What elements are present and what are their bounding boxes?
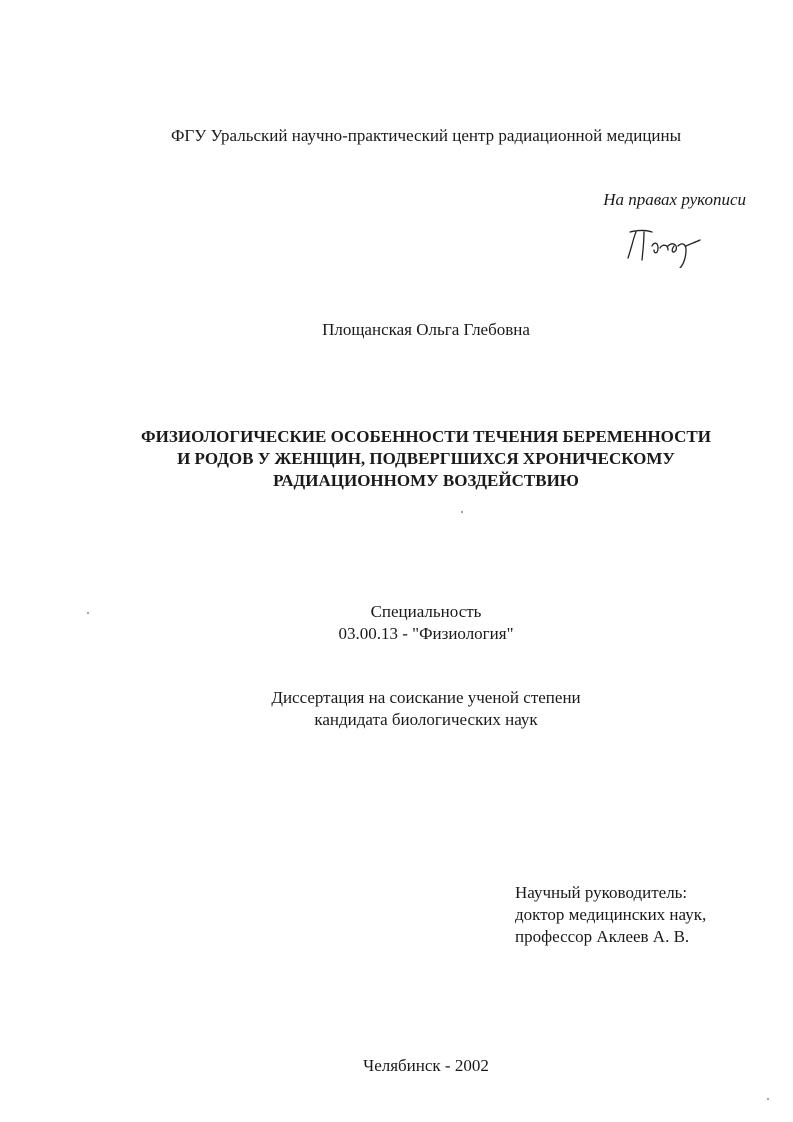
specialty-code: 03.00.13 - "Физиология" [338, 624, 514, 643]
scan-speck [87, 612, 89, 614]
supervisor-block [515, 882, 706, 948]
handwritten-signature [624, 224, 714, 268]
title-line: ФИЗИОЛОГИЧЕСКИЕ ОСОБЕННОСТИ ТЕЧЕНИЯ БЕРЕМЕННОСТИ [141, 427, 711, 446]
title-line: РАДИАЦИОННОМУ ВОЗДЕЙСТВИЮ [273, 471, 579, 490]
specialty-label: Специальность [370, 602, 482, 621]
degree-line: кандидата биологических наук [314, 710, 538, 729]
manuscript-rights-note: На правах рукописи [603, 190, 746, 209]
institution-name: ФГУ Уральский научно-практический центр радиационной медицины [170, 126, 682, 145]
author-name: Площанская Ольга Глебовна [322, 320, 530, 339]
degree-line: Диссертация на соискание ученой степени [271, 688, 581, 707]
supervisor-line: доктор медицинских наук, [515, 905, 707, 924]
scan-speck [767, 1098, 769, 1100]
title-line: И РОДОВ У ЖЕНЩИН, ПОДВЕРГШИХСЯ ХРОНИЧЕСКОМУ [177, 449, 675, 468]
scan-speck [461, 511, 463, 513]
dissertation-title [0, 426, 793, 492]
supervisor-line: Научный руководитель: [515, 883, 688, 902]
supervisor-line: профессор Аклеев А. В. [515, 927, 690, 946]
city-year: Челябинск - 2002 [363, 1056, 489, 1075]
